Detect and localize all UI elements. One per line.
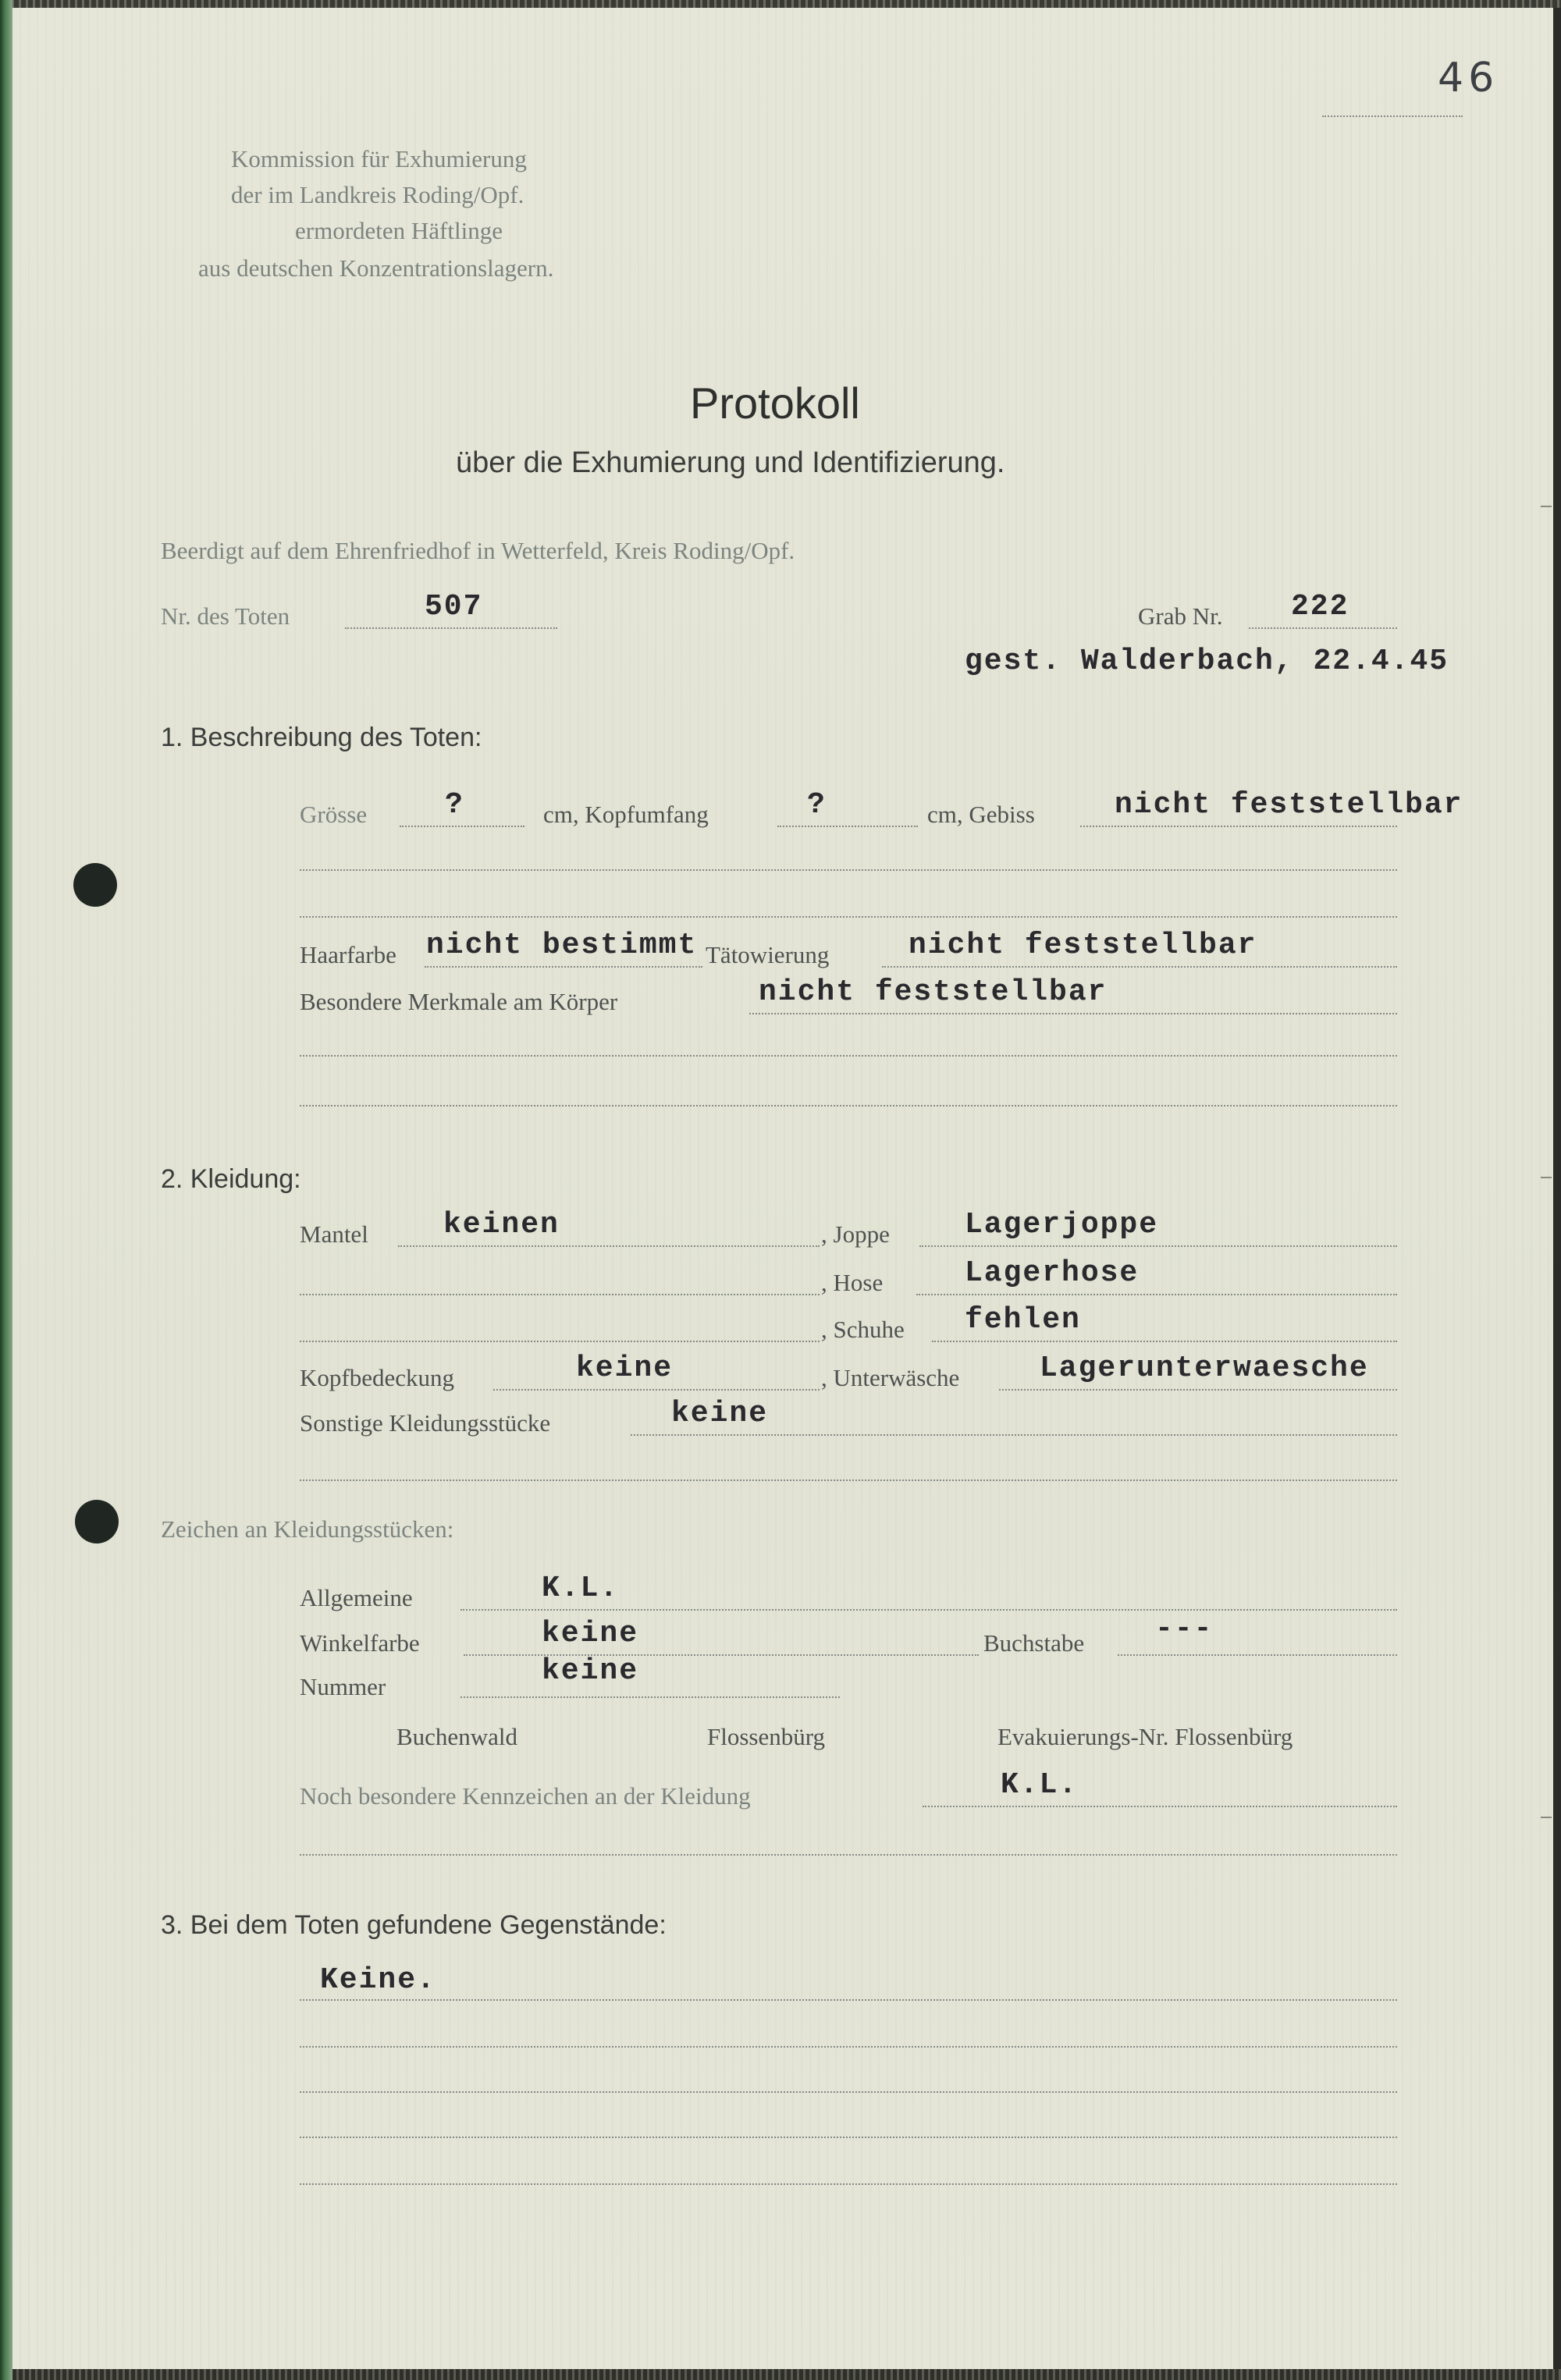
shoes-value: fehlen [965, 1303, 1081, 1337]
other-clothing-value: keine [671, 1397, 769, 1430]
letter-label: Buchstabe [983, 1629, 1085, 1657]
special-marks-label: Noch besondere Kennzeichen an der Kleidung [300, 1782, 751, 1810]
section2-heading: 2. Kleidung: [161, 1164, 301, 1194]
section3-rule-4 [300, 2137, 1397, 2138]
grave-number-rule [1249, 627, 1397, 629]
teeth-rule [1080, 826, 1397, 827]
column-evacuation-number: Evakuierungs-Nr. Flossenbürg [997, 1723, 1293, 1750]
section3-rule-5 [300, 2183, 1397, 2185]
section3-value: Keine. [320, 1963, 436, 1997]
document-title: Protokoll [690, 378, 860, 428]
header-line-4: aus deutschen Konzentrationslagern. [198, 254, 554, 282]
tattoo-label: Tätowierung [706, 941, 830, 968]
number-label: Nummer [300, 1673, 386, 1700]
jacket-rule [919, 1245, 1397, 1247]
grave-number-label: Grab Nr. [1138, 602, 1223, 630]
scan-border-bottom [0, 2369, 1561, 2380]
hair-rule [425, 966, 702, 968]
teeth-value: nicht feststellbar [1115, 788, 1463, 822]
headwear-rule [493, 1389, 820, 1391]
triangle-rule [464, 1654, 979, 1656]
coat-rule [398, 1245, 820, 1247]
jacket-label: , Joppe [821, 1220, 890, 1248]
letter-rule [1118, 1654, 1397, 1656]
teeth-label: cm, Gebiss [927, 801, 1035, 828]
scan-border-left [0, 0, 12, 2380]
punch-hole-bottom [75, 1500, 119, 1543]
coat-label: Mantel [300, 1220, 368, 1248]
header-line-2: der im Landkreis Roding/Opf. [231, 181, 524, 208]
hair-label: Haarfarbe [300, 941, 396, 968]
number-value: keine [542, 1654, 639, 1688]
page-number-rule [1322, 115, 1463, 117]
column-buchenwald: Buchenwald [396, 1723, 517, 1750]
other-clothing-rule [631, 1434, 1397, 1436]
section3-rule-1 [300, 1999, 1397, 2001]
dead-number-label: Nr. des Toten [161, 602, 290, 630]
special-marks-rule [923, 1806, 1397, 1807]
trousers-label: , Hose [821, 1269, 884, 1296]
grave-number-value: 222 [1291, 590, 1349, 623]
section2-blank-rule-2 [300, 1854, 1397, 1856]
other-clothing-label: Sonstige Kleidungsstücke [300, 1409, 551, 1437]
head-label: cm, Kopfumfang [543, 801, 709, 828]
general-value: K.L. [542, 1572, 620, 1605]
document-subtitle: über die Exhumierung und Identifizierung. [456, 446, 1005, 479]
dead-number-value: 507 [425, 590, 483, 623]
height-rule [400, 826, 524, 827]
header-line-1: Kommission für Exhumierung [231, 145, 527, 172]
tattoo-rule [882, 966, 1397, 968]
height-label: Grösse [300, 801, 368, 828]
shoes-label: , Schuhe [821, 1316, 905, 1343]
special-marks-value: K.L. [1001, 1768, 1079, 1802]
section3-rule-2 [300, 2046, 1397, 2048]
marks-rule [749, 1013, 1397, 1014]
burial-line: Beerdigt auf dem Ehrenfriedhof in Wetterfeld, Kreis Roding/Opf. [161, 537, 795, 564]
section1-blank-rule-2 [300, 916, 1397, 918]
triangle-value: keine [542, 1617, 639, 1650]
header-line-3: ermordeten Häftlinge [295, 217, 503, 244]
shoes-left-rule [300, 1341, 820, 1342]
coat-value: keinen [443, 1208, 560, 1242]
dead-number-rule [345, 627, 557, 629]
marks-label: Besondere Merkmale am Körper [300, 988, 618, 1015]
head-value: ? [807, 788, 827, 822]
underwear-rule [999, 1389, 1397, 1391]
trousers-left-rule [300, 1294, 820, 1295]
general-label: Allgemeine [300, 1584, 413, 1611]
section3-heading: 3. Bei dem Toten gefundene Gegenstände: [161, 1910, 667, 1940]
page-number: 46 [1438, 55, 1499, 101]
margin-tick [1541, 1817, 1552, 1818]
general-rule [460, 1609, 1397, 1611]
document-sheet [11, 6, 1553, 2371]
section1-blank-rule-1 [300, 869, 1397, 871]
headwear-value: keine [576, 1352, 674, 1385]
column-flossenbuerg: Flossenbürg [707, 1723, 826, 1750]
triangle-label: Winkelfarbe [300, 1629, 420, 1657]
margin-tick [1541, 506, 1552, 507]
section3-rule-3 [300, 2091, 1397, 2093]
marks-value: nicht feststellbar [759, 975, 1108, 1009]
section1-blank-rule-4 [300, 1105, 1397, 1107]
scan-border-top [0, 0, 1561, 8]
number-rule [460, 1696, 840, 1698]
underwear-label: , Unterwäsche [821, 1364, 960, 1391]
height-value: ? [445, 788, 464, 822]
death-note: gest. Walderbach, 22.4.45 [965, 645, 1449, 678]
underwear-value: Lagerunterwaesche [1040, 1352, 1369, 1385]
clothing-marks-heading: Zeichen an Kleidungsstücken: [161, 1515, 454, 1543]
punch-hole-top [73, 863, 117, 907]
hair-value: nicht bestimmt [426, 929, 698, 962]
letter-value: --- [1155, 1612, 1214, 1646]
shoes-rule [932, 1341, 1397, 1342]
jacket-value: Lagerjoppe [965, 1208, 1159, 1242]
tattoo-value: nicht feststellbar [909, 929, 1257, 962]
head-rule [777, 826, 918, 827]
margin-tick [1541, 1177, 1552, 1178]
headwear-label: Kopfbedeckung [300, 1364, 454, 1391]
trousers-rule [916, 1294, 1397, 1295]
section1-heading: 1. Beschreibung des Toten: [161, 723, 482, 752]
trousers-value: Lagerhose [965, 1256, 1140, 1290]
section2-blank-rule [300, 1480, 1397, 1481]
section1-blank-rule-3 [300, 1055, 1397, 1057]
